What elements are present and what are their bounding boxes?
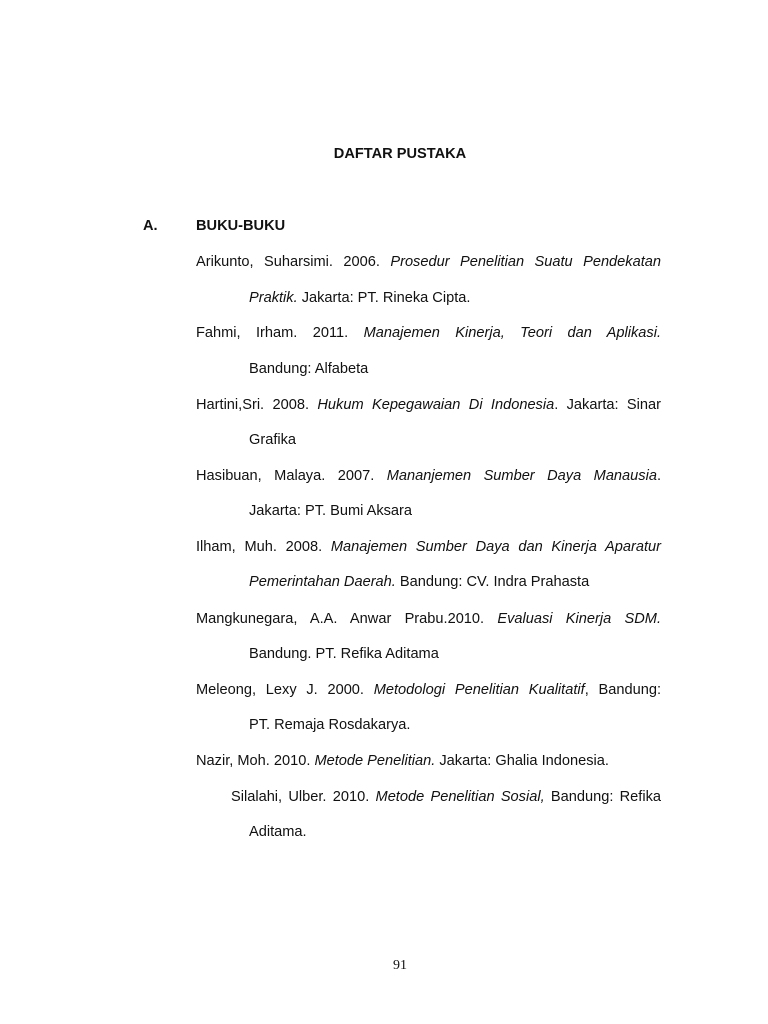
ref-title: Metode Penelitian Sosial, [375,789,545,805]
reference-meleong-line1 [196,680,661,700]
reference-ilham-line1 [196,537,661,557]
ref-title: Metodologi Penelitian Kualitatif [373,682,585,698]
ref-text: Jakarta: Ghalia Indonesia. [435,753,609,769]
ref-text: Nazir, Moh. 2010. [196,753,315,769]
reference-silalahi-line2 [249,822,307,842]
reference-meleong-line2 [249,715,410,735]
ref-text: Bandung: CV. Indra Prahasta [395,574,590,590]
ref-text: Grafika [249,432,297,448]
ref-title: Hukum Kepegawaian Di Indonesia [317,397,555,413]
reference-silalahi-line1 [231,787,661,807]
ref-text: Jakarta: PT. Rineka Cipta. [297,290,471,306]
ref-text: Hartini,Sri. 2008. [196,397,318,413]
ref-title: Metode Penelitian. [314,753,436,769]
ref-text: Bandung. PT. Refika Aditama [249,646,439,662]
reference-arikunto-line2 [249,288,470,308]
ref-title: Praktik. [249,290,298,306]
page-title: DAFTAR PUSTAKA [333,146,467,162]
reference-hasibuan-line2 [249,501,412,521]
ref-title: Manajemen Kinerja, Teori dan Aplikasi. [363,325,662,341]
ref-text: Arikunto, Suharsimi. 2006. [196,254,391,270]
reference-mangkunegara-line2 [249,644,439,664]
ref-text: Mangkunegara, A.A. Anwar Prabu.2010. [196,611,498,627]
ref-text: Hasibuan, Malaya. 2007. [196,468,387,484]
reference-ilham-line2 [249,572,589,592]
ref-text: Bandung: Refika [544,789,661,805]
reference-hartini-line1 [196,395,661,415]
section-letter: A. [143,218,158,234]
ref-text: . Jakarta: Sinar [554,397,661,413]
ref-text: Silalahi, Ulber. 2010. [231,789,376,805]
reference-nazir-line1 [196,751,609,771]
ref-text: Ilham, Muh. 2008. [196,539,331,555]
reference-hasibuan-line1 [196,466,661,486]
ref-title: Evaluasi Kinerja SDM. [497,611,661,627]
ref-text: Meleong, Lexy J. 2000. [196,682,374,698]
reference-fahmi-line1 [196,323,661,343]
ref-text: Aditama. [249,824,307,840]
ref-title: Pemerintahan Daerah. [249,574,396,590]
reference-mangkunegara-line1 [196,609,661,629]
ref-text: Bandung: Alfabeta [249,361,369,377]
section-title: BUKU-BUKU [196,218,286,234]
ref-text: . [656,468,662,484]
reference-arikunto-line1 [196,252,661,272]
ref-text: Fahmi, Irham. 2011. [196,325,364,341]
ref-text: Jakarta: PT. Bumi Aksara [249,503,413,519]
ref-title: Prosedur Penelitian Suatu Pendekatan [390,254,661,270]
ref-text: PT. Remaja Rosdakarya. [249,717,411,733]
reference-hartini-line2 [249,430,296,450]
ref-title: Mananjemen Sumber Daya Manausia [386,468,657,484]
page-number: 91 [393,958,407,973]
reference-fahmi-line2 [249,359,368,379]
ref-text: , Bandung: [584,682,661,698]
ref-title: Manajemen Sumber Daya dan Kinerja Aparatur [330,539,661,555]
